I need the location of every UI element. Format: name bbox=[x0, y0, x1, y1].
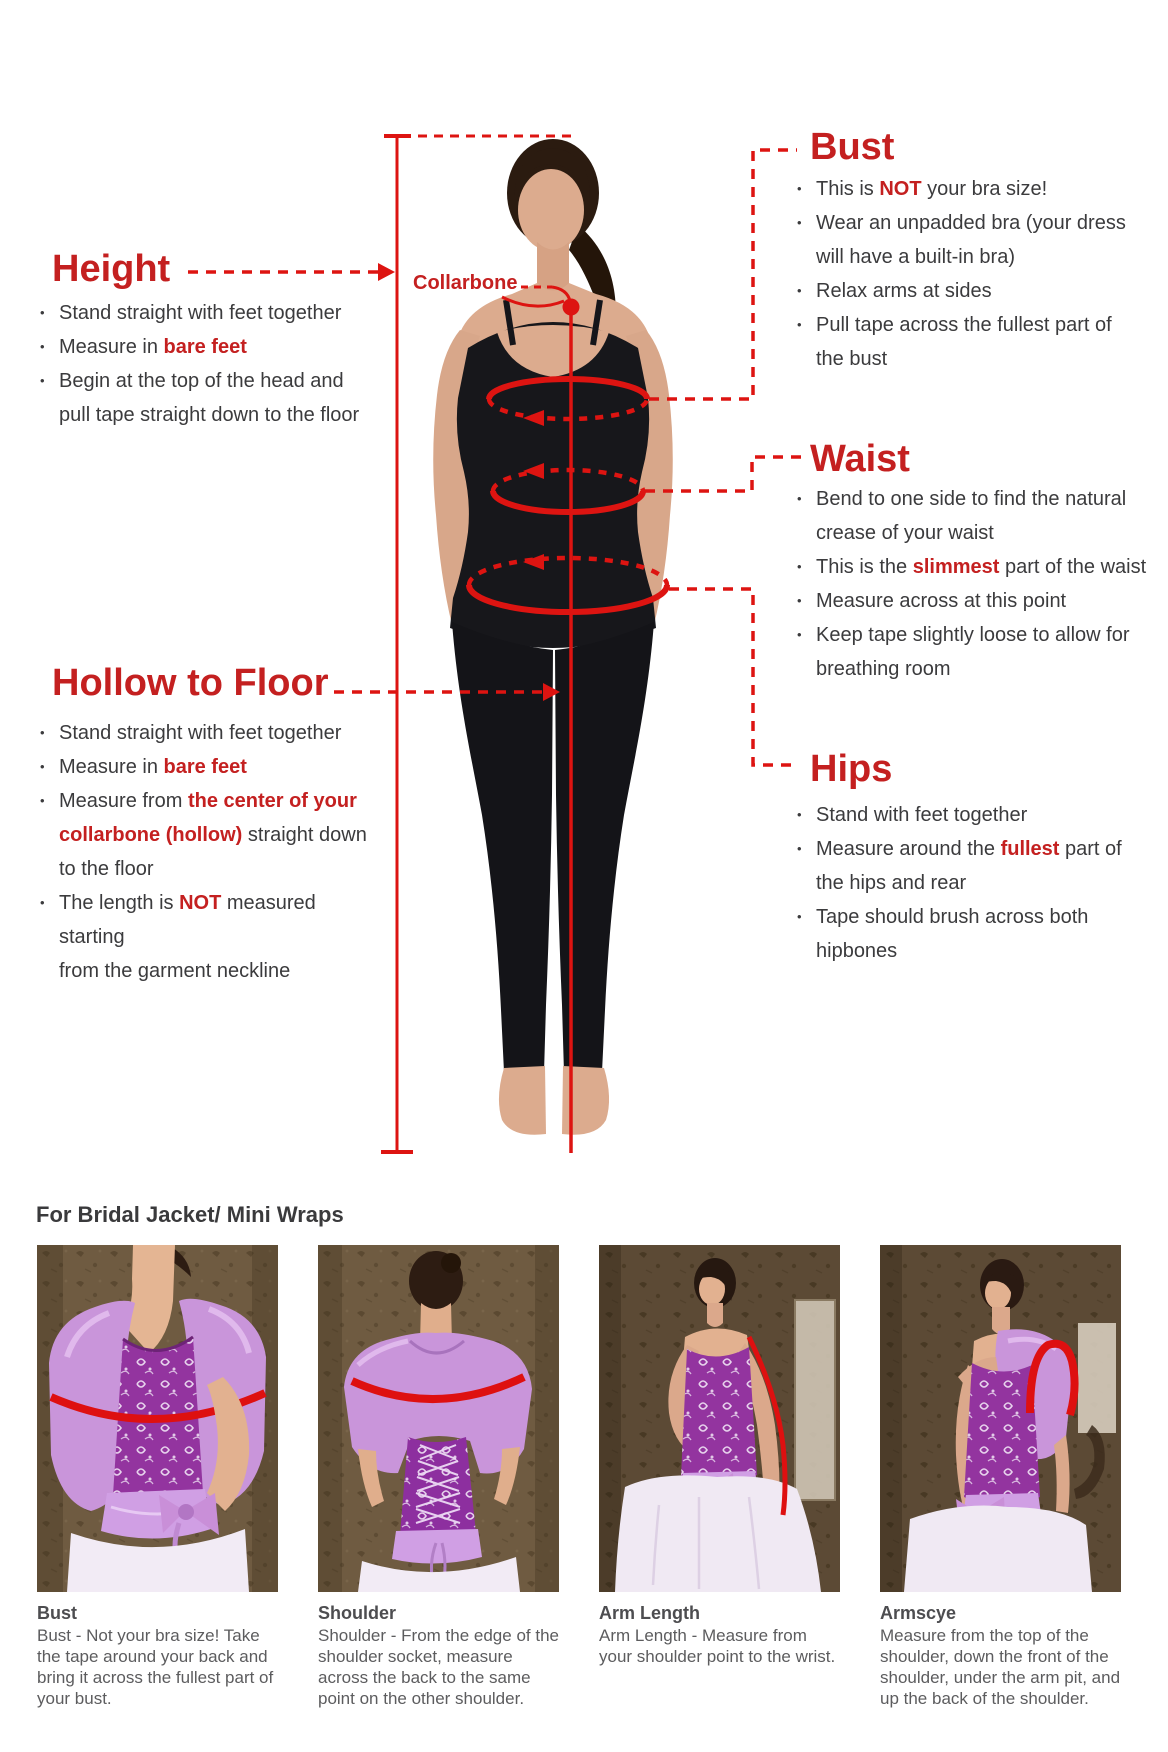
hips-instructions bbox=[797, 798, 1157, 968]
armscye-measure-photo bbox=[880, 1245, 1121, 1592]
bullet-item: • Relax arms at sides bbox=[797, 280, 992, 302]
bullet-item: • Begin at the top of the head and pull tape straight down to the floor bbox=[40, 370, 360, 426]
bullet-item: • Measure across at this point bbox=[797, 590, 1067, 612]
bullet-item: • Measure from the center of your collarbone (hollow) straight down to the floor bbox=[40, 790, 367, 880]
hollow-to-floor-instructions bbox=[40, 716, 380, 988]
card-arm-length-title: Arm Length bbox=[599, 1603, 700, 1623]
card-bust-title: Bust bbox=[37, 1603, 77, 1623]
hips-leader-line bbox=[669, 589, 797, 765]
bullet-item: • Wear an unpadded bra (your dress will have a built-in bra) bbox=[797, 212, 1126, 268]
bust-title: Bust bbox=[810, 126, 895, 168]
bullet-item: • Measure around the fullest part of the hips and rear bbox=[797, 838, 1122, 894]
collarbone-label: Collarbone bbox=[413, 272, 518, 294]
collarbone-dot bbox=[563, 299, 580, 316]
card-bust bbox=[37, 1245, 278, 1709]
card-arm-length-desc: Arm Length - Measure from your shoulder point to the wrist. bbox=[599, 1626, 836, 1666]
bullet-item: • Pull tape across the fullest part of the bust bbox=[797, 314, 1112, 370]
bullet-item: • This is NOT your bra size! bbox=[797, 178, 1048, 200]
waist-instructions bbox=[797, 482, 1167, 686]
bottom-section-heading: For Bridal Jacket/ Mini Wraps bbox=[36, 1202, 344, 1227]
height-title: Height bbox=[52, 248, 171, 290]
bullet-item: • Stand with feet together bbox=[797, 804, 1028, 826]
card-arm-length bbox=[599, 1245, 840, 1709]
card-armscye bbox=[880, 1245, 1121, 1709]
bust-front-measure-photo bbox=[37, 1245, 278, 1592]
card-armscye-desc: Measure from the top of the shoulder, down the front of the shoulder, under the arm pit, and up the back of the shoulder. bbox=[880, 1626, 1121, 1708]
shoulder-back-measure-photo bbox=[318, 1245, 559, 1592]
bullet-item: • Stand straight with feet together bbox=[40, 722, 342, 744]
bullet-item: • Tape should brush across both hipbones bbox=[797, 906, 1089, 962]
bullet-item: • The length is NOT measured starting from the garment neckline bbox=[40, 892, 316, 982]
measure-photo-cards bbox=[37, 1245, 1121, 1709]
bust-leader-line bbox=[649, 150, 797, 399]
card-armscye-title: Armscye bbox=[880, 1603, 957, 1623]
hollow-to-floor-title: Hollow to Floor bbox=[52, 662, 329, 704]
bullet-item: • This is the slimmest part of the waist bbox=[797, 556, 1147, 578]
bullet-item: • Stand straight with feet together bbox=[40, 302, 342, 324]
height-instructions bbox=[40, 296, 370, 432]
card-bust-desc: Bust - Not your bra size! Take the tape around your back and bring it across the fullest part of your bust. bbox=[37, 1626, 274, 1708]
bullet-item: • Bend to one side to find the natural crease of your waist bbox=[797, 488, 1127, 544]
hips-title: Hips bbox=[810, 748, 893, 790]
card-shoulder-desc: Shoulder - From the edge of the shoulder socket, measure across the back to the same point on the other shoulder. bbox=[318, 1626, 559, 1708]
waist-title: Waist bbox=[810, 438, 910, 480]
card-shoulder-title: Shoulder bbox=[318, 1603, 397, 1623]
bullet-item: • Keep tape slightly loose to allow for breathing room bbox=[797, 624, 1130, 680]
bullet-item: • Measure in bare feet bbox=[40, 756, 247, 778]
bullet-item: • Measure in bare feet bbox=[40, 336, 247, 358]
bust-instructions bbox=[797, 172, 1157, 376]
card-shoulder bbox=[318, 1245, 559, 1709]
arm-length-measure-photo bbox=[599, 1245, 840, 1592]
